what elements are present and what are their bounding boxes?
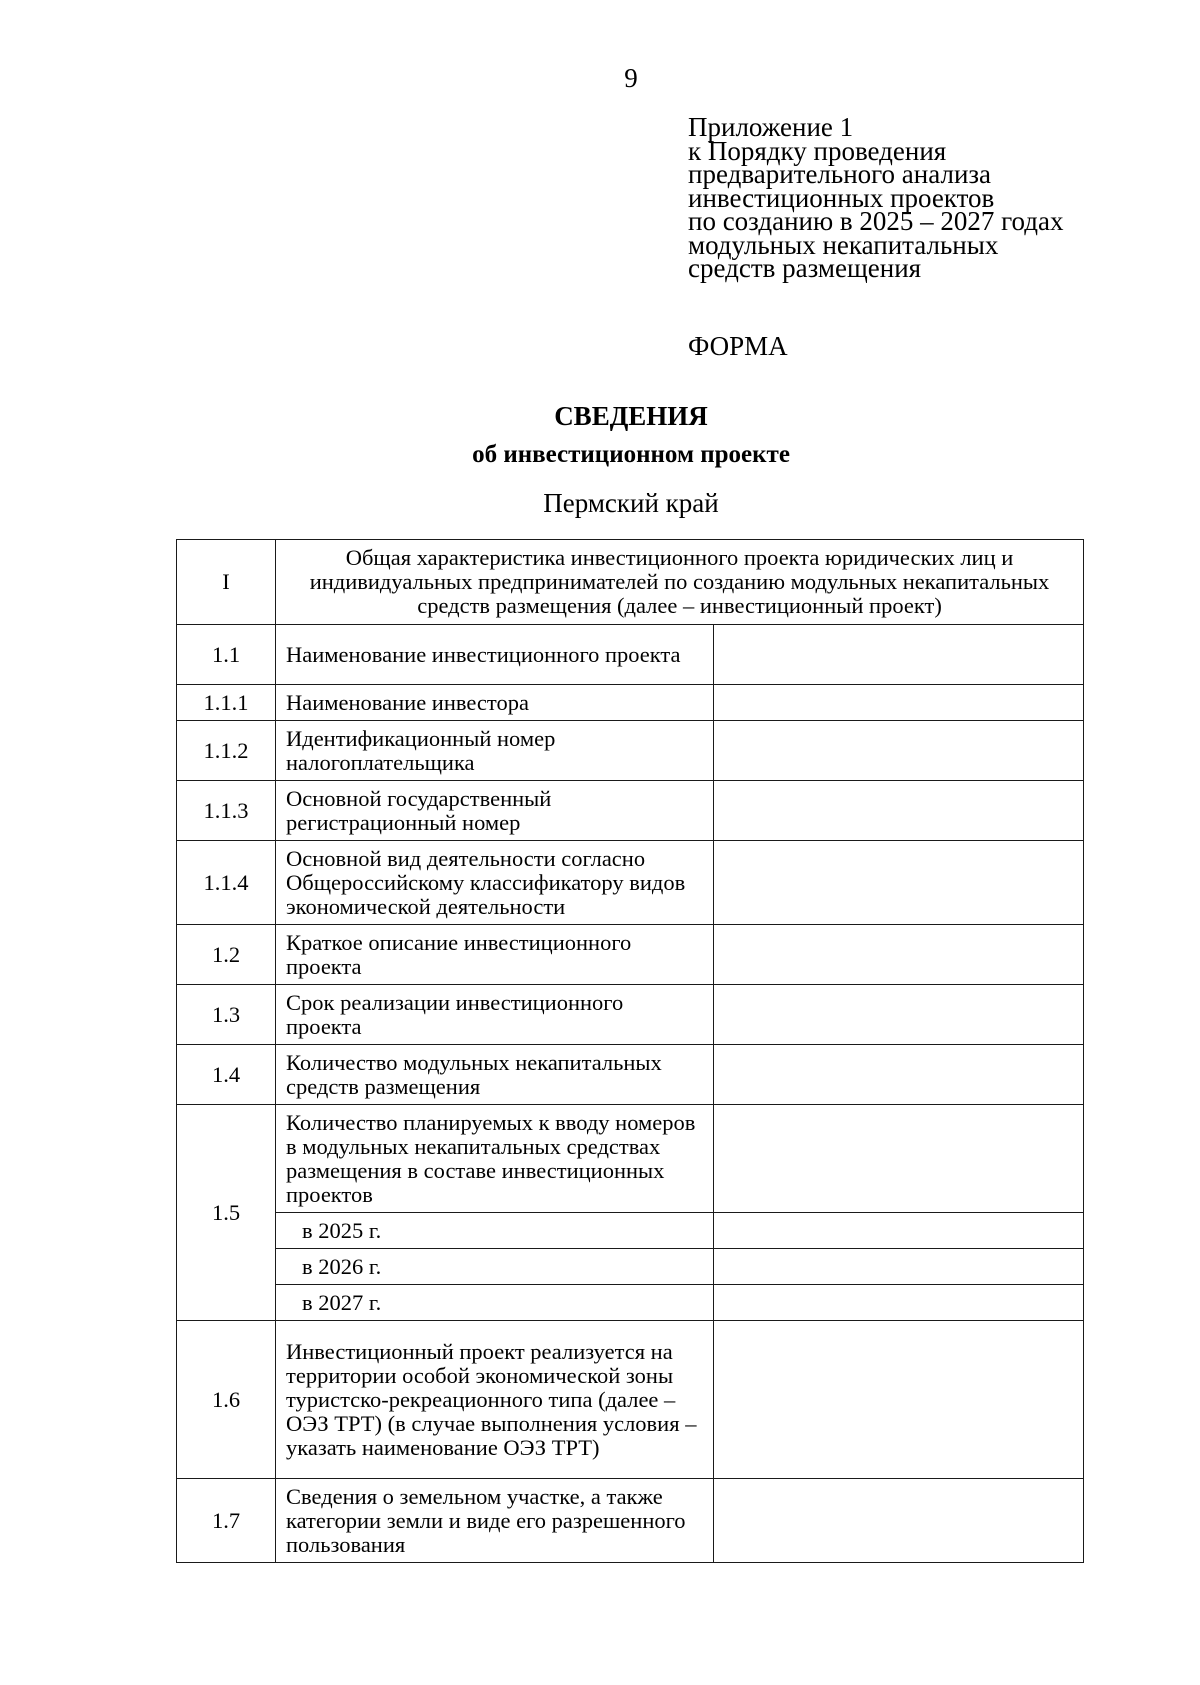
row-label: Срок реализации инвестиционного проекта bbox=[276, 985, 714, 1045]
row-number: 1.7 bbox=[177, 1479, 276, 1563]
row-label: Наименование инвестиционного проекта bbox=[276, 625, 714, 685]
table-row bbox=[177, 625, 1084, 685]
row-number: 1.2 bbox=[177, 925, 276, 985]
row-number: 1.3 bbox=[177, 985, 276, 1045]
section-number: I bbox=[177, 540, 276, 625]
row-label: Краткое описание инвестиционного проекта bbox=[276, 925, 714, 985]
table-row bbox=[177, 841, 1084, 925]
project-info-table bbox=[176, 539, 1084, 1563]
row-label: Наименование инвестора bbox=[276, 685, 714, 721]
appendix-line: инвестиционных проектов bbox=[688, 182, 995, 213]
table-row bbox=[177, 1105, 1084, 1213]
appendix-line: по созданию в 2025 – 2027 годах bbox=[688, 206, 1064, 236]
row-value-field[interactable] bbox=[714, 985, 1084, 1045]
appendix-header bbox=[688, 112, 1178, 283]
table-row bbox=[177, 1479, 1084, 1563]
row-number: 1.1.1 bbox=[177, 685, 276, 721]
appendix-line: средств размещения bbox=[688, 253, 922, 283]
row-value-field[interactable] bbox=[714, 1479, 1084, 1563]
row-label: Основной государственный регистрационный номер bbox=[276, 781, 714, 841]
row-label: Сведения о земельном участке, а также категории земли и виде его разрешенного пользования bbox=[276, 1479, 714, 1563]
year-value-field[interactable] bbox=[714, 1249, 1084, 1285]
table-subrow bbox=[177, 1249, 1084, 1285]
table-row bbox=[177, 721, 1084, 781]
table-subrow bbox=[177, 1213, 1084, 1249]
row-label: Инвестиционный проект реализуется на территории особой экономической зоны туристско-рекреационного типа (далее – ОЭЗ ТРТ) (в случае выполнения условия – указать наименование ОЭЗ ТРТ) bbox=[276, 1321, 714, 1479]
table-row bbox=[177, 1321, 1084, 1479]
row-value-field[interactable] bbox=[714, 721, 1084, 781]
document-title: СВЕДЕНИЯ bbox=[554, 401, 708, 431]
year-value-field[interactable] bbox=[714, 1285, 1084, 1321]
row-label: Идентификационный номер налогоплательщика bbox=[276, 721, 714, 781]
row-number: 1.1 bbox=[177, 625, 276, 685]
row-label: Количество модульных некапитальных средств размещения bbox=[276, 1045, 714, 1105]
table-row bbox=[177, 985, 1084, 1045]
row-value-field[interactable] bbox=[714, 781, 1084, 841]
page-number: 9 bbox=[624, 63, 638, 93]
row-value-field[interactable] bbox=[714, 1045, 1084, 1105]
year-label: в 2026 г. bbox=[276, 1249, 714, 1285]
appendix-line: предварительного анализа bbox=[688, 159, 992, 189]
region-name: Пермский край bbox=[543, 488, 719, 518]
row-value-field[interactable] bbox=[714, 841, 1084, 925]
table-subrow bbox=[177, 1285, 1084, 1321]
row-number: 1.6 bbox=[177, 1321, 276, 1479]
row-value-field[interactable] bbox=[714, 1105, 1084, 1213]
table-row bbox=[177, 685, 1084, 721]
year-label: в 2027 г. bbox=[276, 1285, 714, 1321]
table-row bbox=[177, 781, 1084, 841]
row-label: Основной вид деятельности согласно Общероссийскому классификатору видов экономической деятельности bbox=[276, 841, 714, 925]
row-value-field[interactable] bbox=[714, 625, 1084, 685]
form-label: ФОРМА bbox=[688, 331, 788, 361]
row-number: 1.5 bbox=[177, 1105, 276, 1321]
row-value-field[interactable] bbox=[714, 1321, 1084, 1479]
row-value-field[interactable] bbox=[714, 925, 1084, 985]
year-value-field[interactable] bbox=[714, 1213, 1084, 1249]
table-row bbox=[177, 925, 1084, 985]
table-row bbox=[177, 1045, 1084, 1105]
row-number: 1.1.3 bbox=[177, 781, 276, 841]
row-number: 1.1.4 bbox=[177, 841, 276, 925]
year-label: в 2025 г. bbox=[276, 1213, 714, 1249]
document-subtitle: об инвестиционном проекте bbox=[472, 441, 790, 468]
row-value-field[interactable] bbox=[714, 685, 1084, 721]
row-number: 1.4 bbox=[177, 1045, 276, 1105]
row-label: Количество планируемых к вводу номеров в модульных некапитальных средствах размещения в составе инвестиционных проектов bbox=[276, 1105, 714, 1213]
section-title: Общая характеристика инвестиционного проекта юридических лиц и индивидуальных предпринимателей по созданию модульных некапитальных средств размещения (далее – инвестиционный проект) bbox=[276, 540, 1084, 625]
appendix-line: модульных некапитальных bbox=[688, 229, 999, 260]
section-header-row bbox=[177, 540, 1084, 625]
appendix-line: к Порядку проведения bbox=[688, 135, 947, 166]
appendix-line: Приложение 1 bbox=[688, 112, 854, 142]
row-number: 1.1.2 bbox=[177, 721, 276, 781]
